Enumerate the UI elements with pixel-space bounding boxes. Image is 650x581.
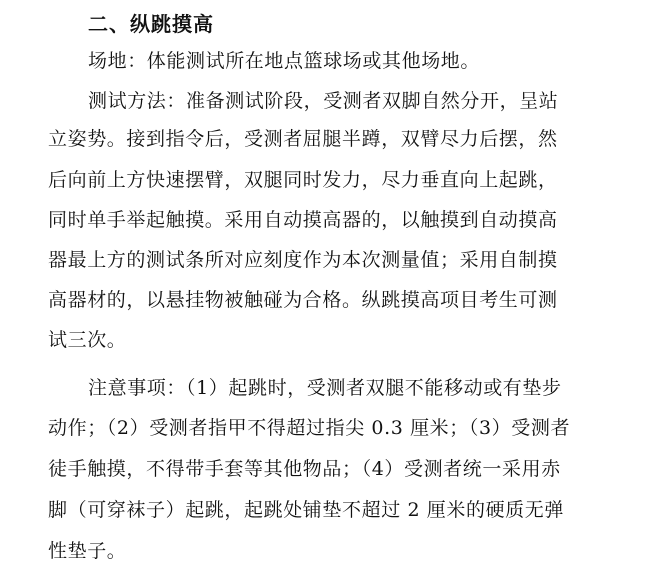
method-line-4: 同时单手举起触摸。采用自动摸高器的，以触摸到自动摸高 bbox=[48, 209, 558, 231]
notes-line-1: 注意事项：（1）起跳时，受测者双腿不能移动或有垫步 bbox=[88, 377, 562, 399]
venue-paragraph: 场地：体能测试所在地点篮球场或其他场地。 bbox=[88, 50, 481, 72]
section-heading: 二、纵跳摸高 bbox=[88, 12, 214, 36]
notes-line-5: 性垫子。 bbox=[48, 540, 127, 562]
method-line-5: 器最上方的测试条所对应刻度作为本次测量值；采用自制摸 bbox=[48, 249, 558, 271]
method-line-7: 试三次。 bbox=[48, 329, 127, 351]
method-line-3: 后向前上方快速摆臂，双腿同时发力，尽力垂直向上起跳， bbox=[48, 169, 558, 191]
notes-line-2: 动作；（2）受测者指甲不得超过指尖 0.3 厘米；（3）受测者 bbox=[48, 417, 571, 439]
notes-line-3: 徒手触摸，不得带手套等其他物品；（4）受测者统一采用赤 bbox=[48, 458, 561, 480]
notes-line-4: 脚（可穿袜子）起跳，起跳处铺垫不超过 2 厘米的硬质无弹 bbox=[48, 499, 564, 521]
method-line-6: 高器材的，以悬挂物被触碰为合格。纵跳摸高项目考生可测 bbox=[48, 289, 558, 311]
method-line-1: 测试方法：准备测试阶段，受测者双脚自然分开，呈站 bbox=[88, 90, 559, 112]
method-line-2: 立姿势。接到指令后，受测者屈腿半蹲，双臂尽力后摆，然 bbox=[48, 128, 558, 150]
